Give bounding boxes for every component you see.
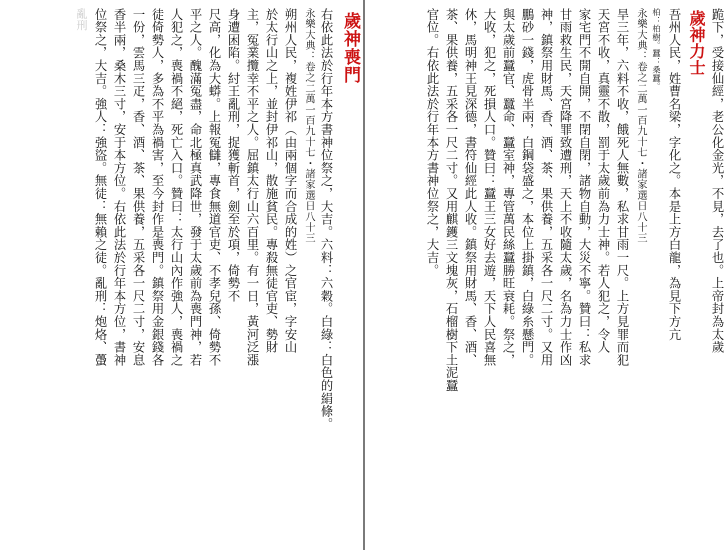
- right-column-10: 休，馬明神王見深德，書符仙經此人收。鎮祭用財馬、香、酒、: [463, 8, 477, 367]
- left-column-2: 於太行山之上，並封伊祁山，散施貧民。專殺無徒官吏、勢財: [264, 8, 278, 354]
- right-page-title: 歲神力士: [687, 10, 706, 76]
- right-page-note-0: 柏：柏樹。蠶：桑蠶。: [652, 8, 662, 90]
- left-column-4: 身遭困陷。紂王亂刑，捉獲斬首，劍至於項，倚勢不: [226, 8, 240, 303]
- page-right-columns: [365, 0, 728, 550]
- right-column-7: 跪下，受接仙經，老公化金光，不見，去了也。上帝封為太歲: [710, 8, 724, 354]
- left-page-title: 歲神喪門: [340, 12, 360, 84]
- left-column-6: 平之人。醜滿冤盡，命北極真武降世，發于太歲前為喪門神，若: [188, 8, 202, 367]
- right-column-12: 官位。右依此法於行年本方書神位祭之，大吉。: [425, 8, 439, 277]
- left-column-0: 右依此法於行年本方書神位祭之，大吉。六料：六穀。白綠：白色的絹條。: [319, 8, 333, 431]
- right-column-5: 神，鎮祭用財馬、香、酒、茶、果供養，五采各一尺二寸。又用: [539, 8, 553, 367]
- right-column-6: 鵬砂一錢，虎骨半兩，白鋼袋盛之，本位上掛鎮，白綠糸懸門。: [520, 8, 534, 367]
- left-page-meta: 永樂大典：卷之二萬一百九十七・諸家選日八十三: [303, 8, 314, 244]
- right-column-8: 與太歲前蠶官、蠶命、蠶室神，專管萬民絲蠶勝旺衰耗。祭之，: [501, 8, 515, 367]
- left-column-3: 主，冤業攬幸不平之人。屈鎮太行山六百里。有一日，黃河泛漲: [245, 8, 259, 367]
- page-panel-right: [364, 0, 728, 550]
- left-column-11: 位祭之，大吉。強人：強盜。無徒：無賴之徒。亂刑：炮烙、蠆: [93, 8, 107, 367]
- right-column-1: 旱三年，六料不收，餓死人無數，私求甘雨一尺。上方見罪而犯: [615, 8, 629, 367]
- right-column-11: 茶、果供養，五采各一尺二寸。又用麒鑊三文塊灰，石榴樹下土泥蠶: [444, 8, 458, 392]
- left-column-10: 香半兩，桑木三寸，安于本方位。右依此法於行年本方位，書神: [112, 8, 126, 367]
- right-column-4: 甘雨救生民，天宮降罪致遭刑，天上不收隨太歲，名為力士作凶: [558, 8, 572, 367]
- right-page-meta: 永樂大典：卷之二萬一百九十七・諸家選日八十三: [635, 8, 646, 244]
- right-column-2: 天宮不收，真靈不散，罰于太歲前為力士神。若人犯之，令人: [596, 8, 610, 354]
- right-column-9: 大收，犯之，死損人口。贊曰：蠶王三女好去遊，天下人民喜無: [482, 8, 496, 367]
- left-column-8: 徒倚勢人，多為不平為禍害，至今封作是喪門。鎮祭用金銀錢各: [150, 8, 164, 367]
- right-column-0: 吾州人民，姓曹名梁，字化之。本是上方白龍，為見下方亢: [667, 8, 681, 341]
- left-column-5: 尺高，化為大蟒。上報冤讎，專食無道官吏、不孝兒孫、倚勢不: [207, 8, 221, 367]
- left-column-9: 一份，雲馬三疋，香、酒、茶、果供養，五采各一尺二寸，安息: [131, 8, 145, 367]
- left-page-faint-glyphs: 亂刑: [75, 8, 88, 31]
- left-column-7: 人犯之，喪禍不絕，死亡入口。贊曰：太行山內作強人，喪禍之: [169, 8, 183, 367]
- left-column-1: 朔州人民，複姓伊祁（由兩個字而合成的姓）之官宦，字安山: [283, 8, 297, 354]
- page-left-columns: [0, 0, 363, 550]
- right-column-3: 家宅門不開自開，不閉自閉，諸物自動，大災不寧。贊曰：私求: [577, 8, 591, 367]
